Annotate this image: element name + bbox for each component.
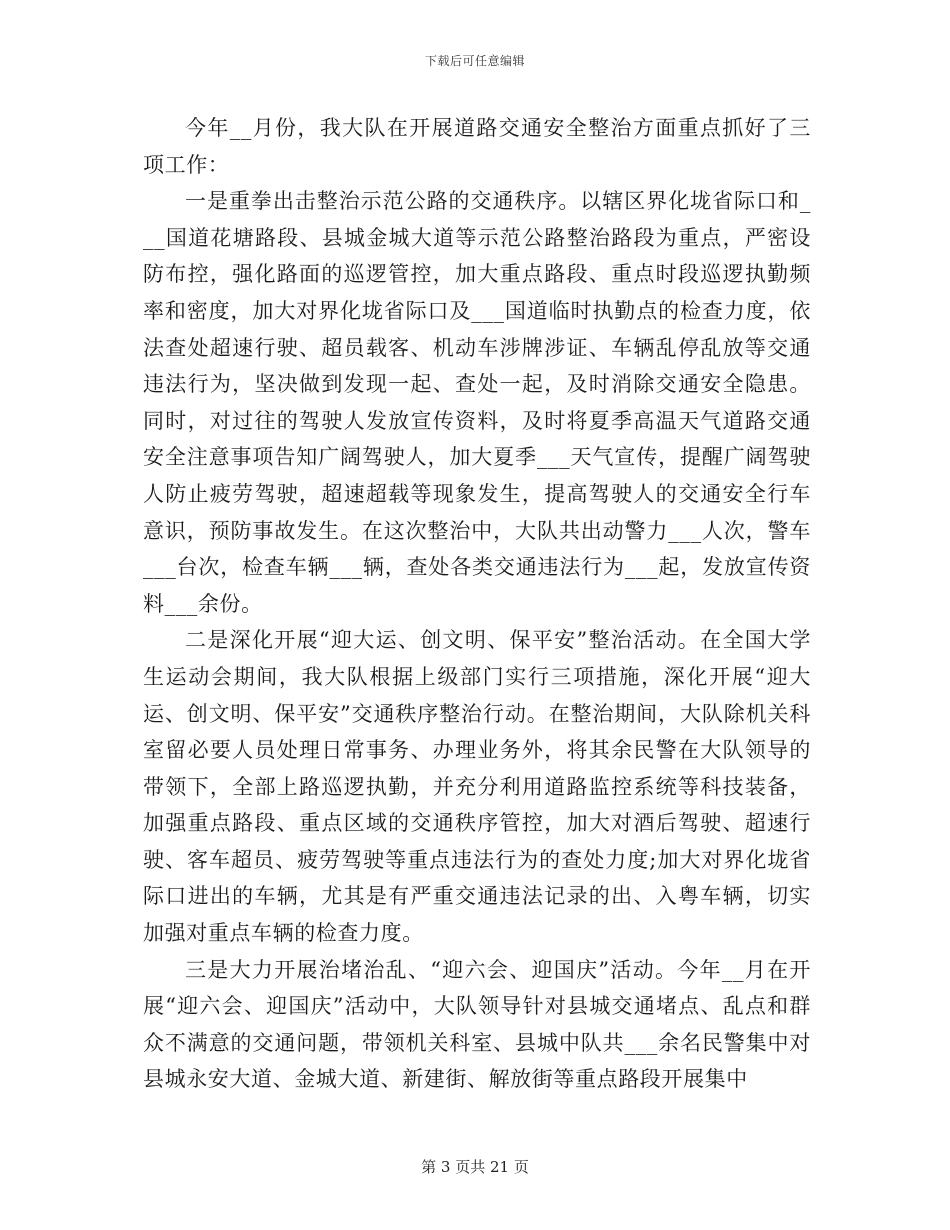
header-note: 下载后可任意编辑 bbox=[424, 54, 525, 68]
paragraph-intro: 今年__月份，我大队在开展道路交通安全整治方面重点抓好了三项工作： bbox=[143, 116, 811, 177]
paragraph-item-two: 二是深化开展“迎大运、创文明、保平安”整治活动。在全国大学生运动会期间，我大队根据上级部门实行三项措施，深化开展“迎大运、创文明、保平安”交通秩序整治行动。在整治期间，大队除机关科室留必要人员处理日常事务、办理业务外，将其余民警在大队领导的带领下，全部上路巡逻执勤，并充分利用道路监控系统等科技装备，加强重点路段、重点区域的交通秩序管控，加大对酒后驾驶、超速行驶、客车超员、疲劳驾驶等重点违法行为的查处力度;加大对界化垅省际口进出的车辆，尤其是有严重交通违法记录的出、入粤车辆，切实加强对重点车辆的检查力度。 bbox=[143, 628, 811, 946]
paragraph-item-three: 三是大力开展治堵治乱、“迎六会、迎国庆”活动。今年__月在开展“迎六会、迎国庆”活动中，大队领导针对县城交通堵点、乱点和群众不满意的交通问题，带领机关科室、县城中队共___余名民警集中对县城永安大道、金城大道、新建街、解放街等重点路段开展集中 bbox=[143, 957, 811, 1092]
document-body bbox=[143, 110, 811, 1098]
paragraph-item-one: 一是重拳出击整治示范公路的交通秩序。以辖区界化垅省际口和___国道花塘路段、县城金城大道等示范公路整治路段为重点，严密设防布控，强化路面的巡逻管控，加大重点路段、重点时段巡逻执勤频率和密度，加大对界化垅省际口及___国道临时执勤点的检查力度，依法查处超速行驶、超员载客、机动车涉牌涉证、车辆乱停乱放等交通违法行为，坚决做到发现一起、查处一起，及时消除交通安全隐患。同时，对过往的驾驶人发放宣传资料，及时将夏季高温天气道路交通安全注意事项告知广阔驾驶人，加大夏季___天气宣传，提醒广阔驾驶人防止疲劳驾驶，超速超载等现象发生，提高驾驶人的交通安全行车意识，预防事故发生。在这次整治中，大队共出动警力___人次，警车___台次，检查车辆___辆，查处各类交通违法行为___起，发放宣传资料___余份。 bbox=[143, 189, 811, 616]
page-number: 第 3 页共 21 页 bbox=[421, 1158, 529, 1176]
